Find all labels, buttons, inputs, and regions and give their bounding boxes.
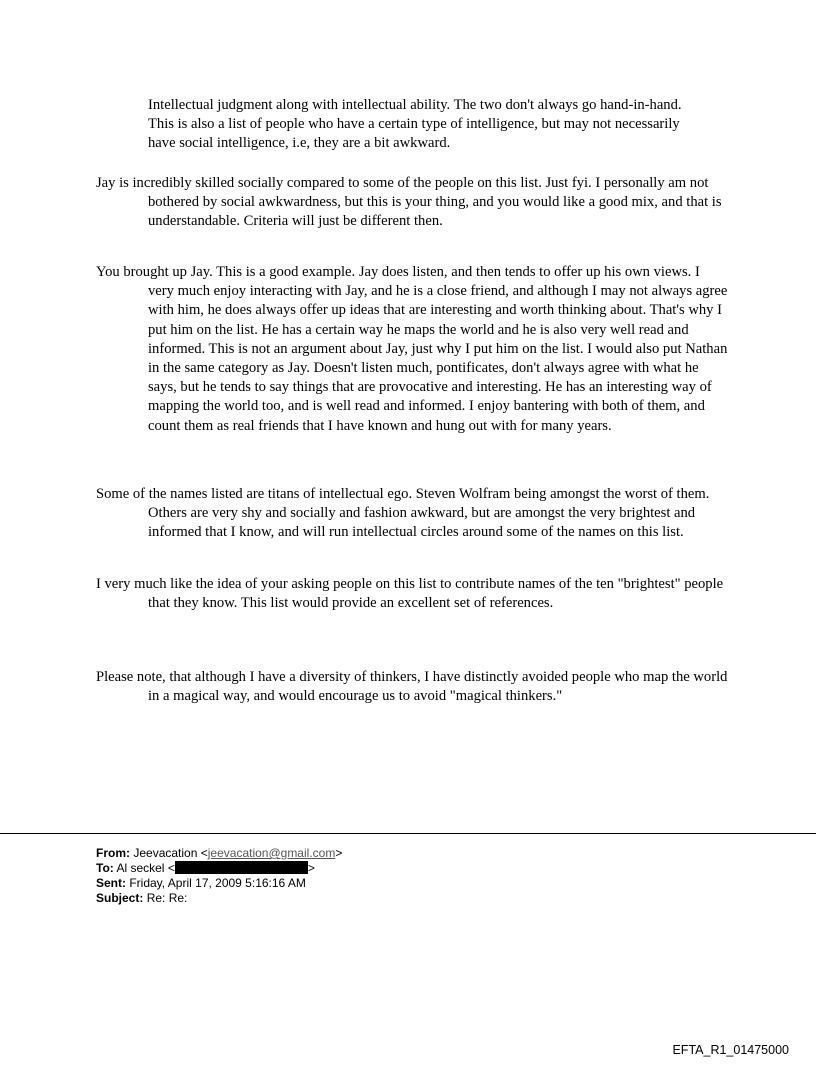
subject-row [96,891,342,906]
to-row [96,861,342,876]
email-close-bracket: > [307,861,315,875]
redaction-block [175,861,308,874]
body-paragraph-5: I very much like the idea of your asking people on this list to contribute names of the ten "brightest" people that they know. This list would provide an excellent set of references. [96,576,724,612]
from-name: Jeevacation [133,846,198,860]
from-label: From: [96,846,130,860]
email-open-bracket: < [167,861,175,875]
sent-value: Friday, April 17, 2009 5:16:16 AM [129,876,306,890]
subject-label: Subject: [96,891,144,905]
message-divider [0,833,816,834]
body-paragraph-6: Please note, that although I have a diversity of thinkers, I have distinctly avoided people who map the world in a magical way, and would encourage us to avoid "magical thinkers." [96,669,728,705]
email-header [96,846,342,906]
from-email-link[interactable]: jeevacation@gmail.com [207,846,336,860]
body-paragraph-4: Some of the names listed are titans of intellectual ego. Steven Wolfram being amongst the worst of them. Others are very shy and socially and fashion awkward, but are amongst the very brightest and informed that I know, and will run intellectual circles around some of the names on this list. [96,486,710,541]
body-paragraph-1: Intellectual judgment along with intellectual ability. The two don't always go hand-in-hand. This is also a list of people who have a certain type of intelligence, but may not necessarily have social intelligence, i.e, they are a bit awkward. [148,97,682,152]
from-row [96,846,342,861]
to-label: To: [96,861,114,875]
subject-value: Re: Re: [146,891,188,905]
sent-row [96,876,342,891]
to-name: Al seckel [116,861,165,875]
email-open-bracket: < [200,846,208,860]
document-id: EFTA_R1_01475000 [672,1043,789,1057]
body-paragraph-3: You brought up Jay. This is a good example. Jay does listen, and then tends to offer up his own views. I very much enjoy interacting with Jay, and he is a close friend, and although I may not always agree with him, he does always offer up ideas that are interesting and worth thinking about. That's why I put him on the list. He has a certain way he maps the world and he is also very well read and informed. This is not an argument about Jay, just why I put him on the list. I would also put Nathan in the same category as Jay. Doesn't listen much, pontificates, don't always agree with what he says, but he tends to say things that are provocative and interesting. He has an interesting way of mapping the world too, and is well read and informed. I enjoy bantering with both of them, and count them as real friends that I have known and hung out with for many years. [96,264,728,434]
email-close-bracket: > [335,846,343,860]
sent-label: Sent: [96,876,126,890]
body-paragraph-2: Jay is incredibly skilled socially compared to some of the people on this list. Just fyi. I personally am not bothered by social awkwardness, but this is your thing, and you would like a good mix, and that is understandable. Criteria will just be different then. [96,175,722,230]
